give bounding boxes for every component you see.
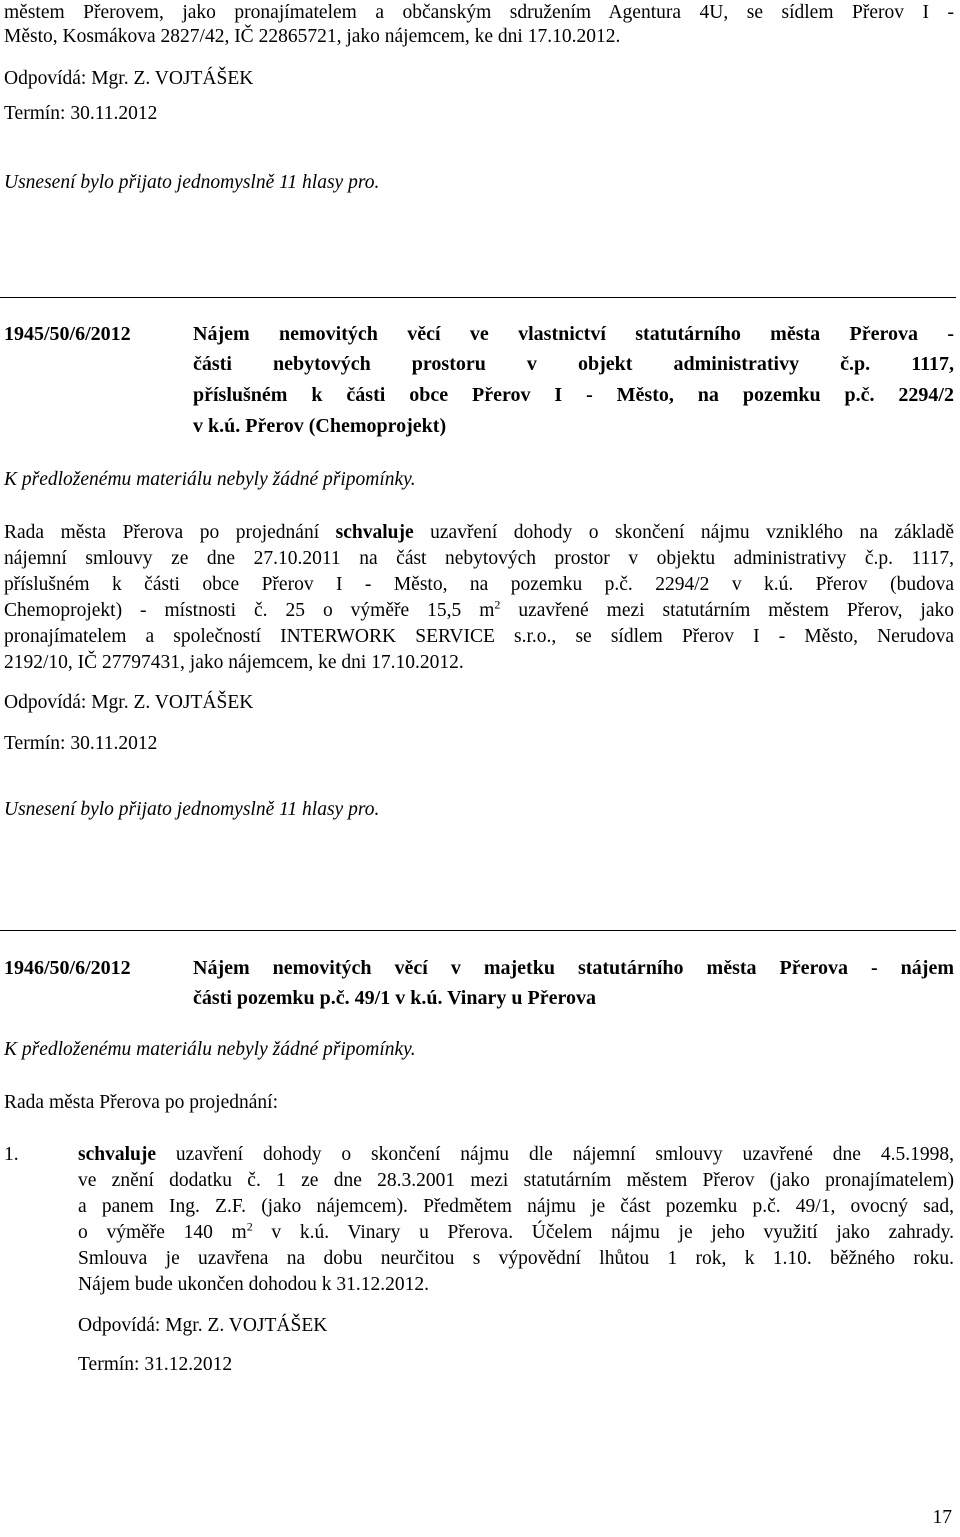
list-item-line: schvaluje uzavření dohody o skončení nájmu dle nájemní smlouvy uzavřené dne 4.5.1998, (78, 1144, 954, 1165)
paragraph-line: městem Přerovem, jako pronajímatelem a občanským sdružením Agentura 4U, se sídlem Přerov I - (4, 2, 954, 23)
no-comments-note: K předloženému materiálu nebyly žádné připomínky. (4, 469, 416, 490)
resolution-title-line: příslušném k části obce Přerov I - Město, na pozemku p.č. 2294/2 (193, 384, 954, 406)
responsible-person: Odpovídá: Mgr. Z. VOJTÁŠEK (78, 1315, 328, 1336)
section-divider (0, 930, 956, 931)
body-line: příslušném k části obce Přerov I - Město, na pozemku p.č. 2294/2 v k.ú. Přerov (budova (4, 574, 954, 595)
list-item-line: Smlouva je uzavřena na dobu neurčitou s výpovědní lhůtou 1 rok, k 1.10. běžného roku. (78, 1248, 954, 1269)
intro-text: Rada města Přerova po projednání: (4, 1092, 278, 1113)
vote-result: Usnesení bylo přijato jednomyslně 11 hlasy pro. (4, 799, 380, 820)
body-line: 2192/10, IČ 27797431, jako nájemcem, ke dni 17.10.2012. (4, 652, 464, 673)
deadline: Termín: 31.12.2012 (78, 1354, 233, 1375)
deadline: Termín: 30.11.2012 (4, 733, 158, 754)
resolution-title-line: v k.ú. Přerov (Chemoprojekt) (193, 415, 447, 437)
vote-result: Usnesení bylo přijato jednomyslně 11 hlasy pro. (4, 172, 380, 193)
responsible-person: Odpovídá: Mgr. Z. VOJTÁŠEK (4, 692, 254, 713)
list-item-line: a panem Ing. Z.F. (jako nájemcem). Předmětem nájmu je část pozemku p.č. 49/1, ovocný sad, (78, 1196, 954, 1217)
list-item-line: Nájem bude ukončen dohodou k 31.12.2012. (78, 1274, 429, 1295)
page-number: 17 (932, 1507, 952, 1528)
body-line: pronajímatelem a společností INTERWORK SERVICE s.r.o., se sídlem Přerov I - Město, Nerudova (4, 626, 954, 647)
deadline: Termín: 30.11.2012 (4, 103, 158, 124)
list-item-line: o výměře 140 $m^2$ v k.ú. Vinary u Přerova. Účelem nájmu je jeho využití jako zahrady. (78, 1219, 954, 1243)
list-item-number: 1. (4, 1144, 19, 1165)
section-divider (0, 297, 956, 298)
resolution-number: 1945/50/6/2012 (4, 323, 131, 345)
resolution-title-line: Nájem nemovitých věcí v majetku statutárního města Přerova - nájem (193, 957, 954, 979)
resolution-title-line: části pozemku p.č. 49/1 v k.ú. Vinary u Přerova (193, 987, 596, 1009)
body-line: nájemní smlouvy ze dne 27.10.2011 na část nebytových prostor v objektu administrativy č.p. 1117, (4, 548, 954, 569)
resolution-number: 1946/50/6/2012 (4, 957, 131, 979)
no-comments-note: K předloženému materiálu nebyly žádné připomínky. (4, 1039, 416, 1060)
resolution-title-line: Nájem nemovitých věcí ve vlastnictví statutárního města Přerova - (193, 323, 954, 345)
body-line: Rada města Přerova po projednání schvaluje uzavření dohody o skončení nájmu vzniklého na základě (4, 522, 954, 543)
body-line: Chemoprojekt) - místnosti č. 25 o výměře 15,5 $m^2$ uzavřené mezi statutárním městem Přerov, jako (4, 597, 954, 621)
responsible-person: Odpovídá: Mgr. Z. VOJTÁŠEK (4, 68, 254, 89)
resolution-title-line: části nebytových prostoru v objekt administrativy č.p. 1117, (193, 353, 954, 375)
list-item-line: ve znění dodatku č. 1 ze dne 28.3.2001 mezi statutárním městem Přerov (jako pronajímatelem) (78, 1170, 954, 1191)
paragraph-line: Město, Kosmákova 2827/42, IČ 22865721, jako nájemcem, ke dni 17.10.2012. (4, 26, 621, 47)
